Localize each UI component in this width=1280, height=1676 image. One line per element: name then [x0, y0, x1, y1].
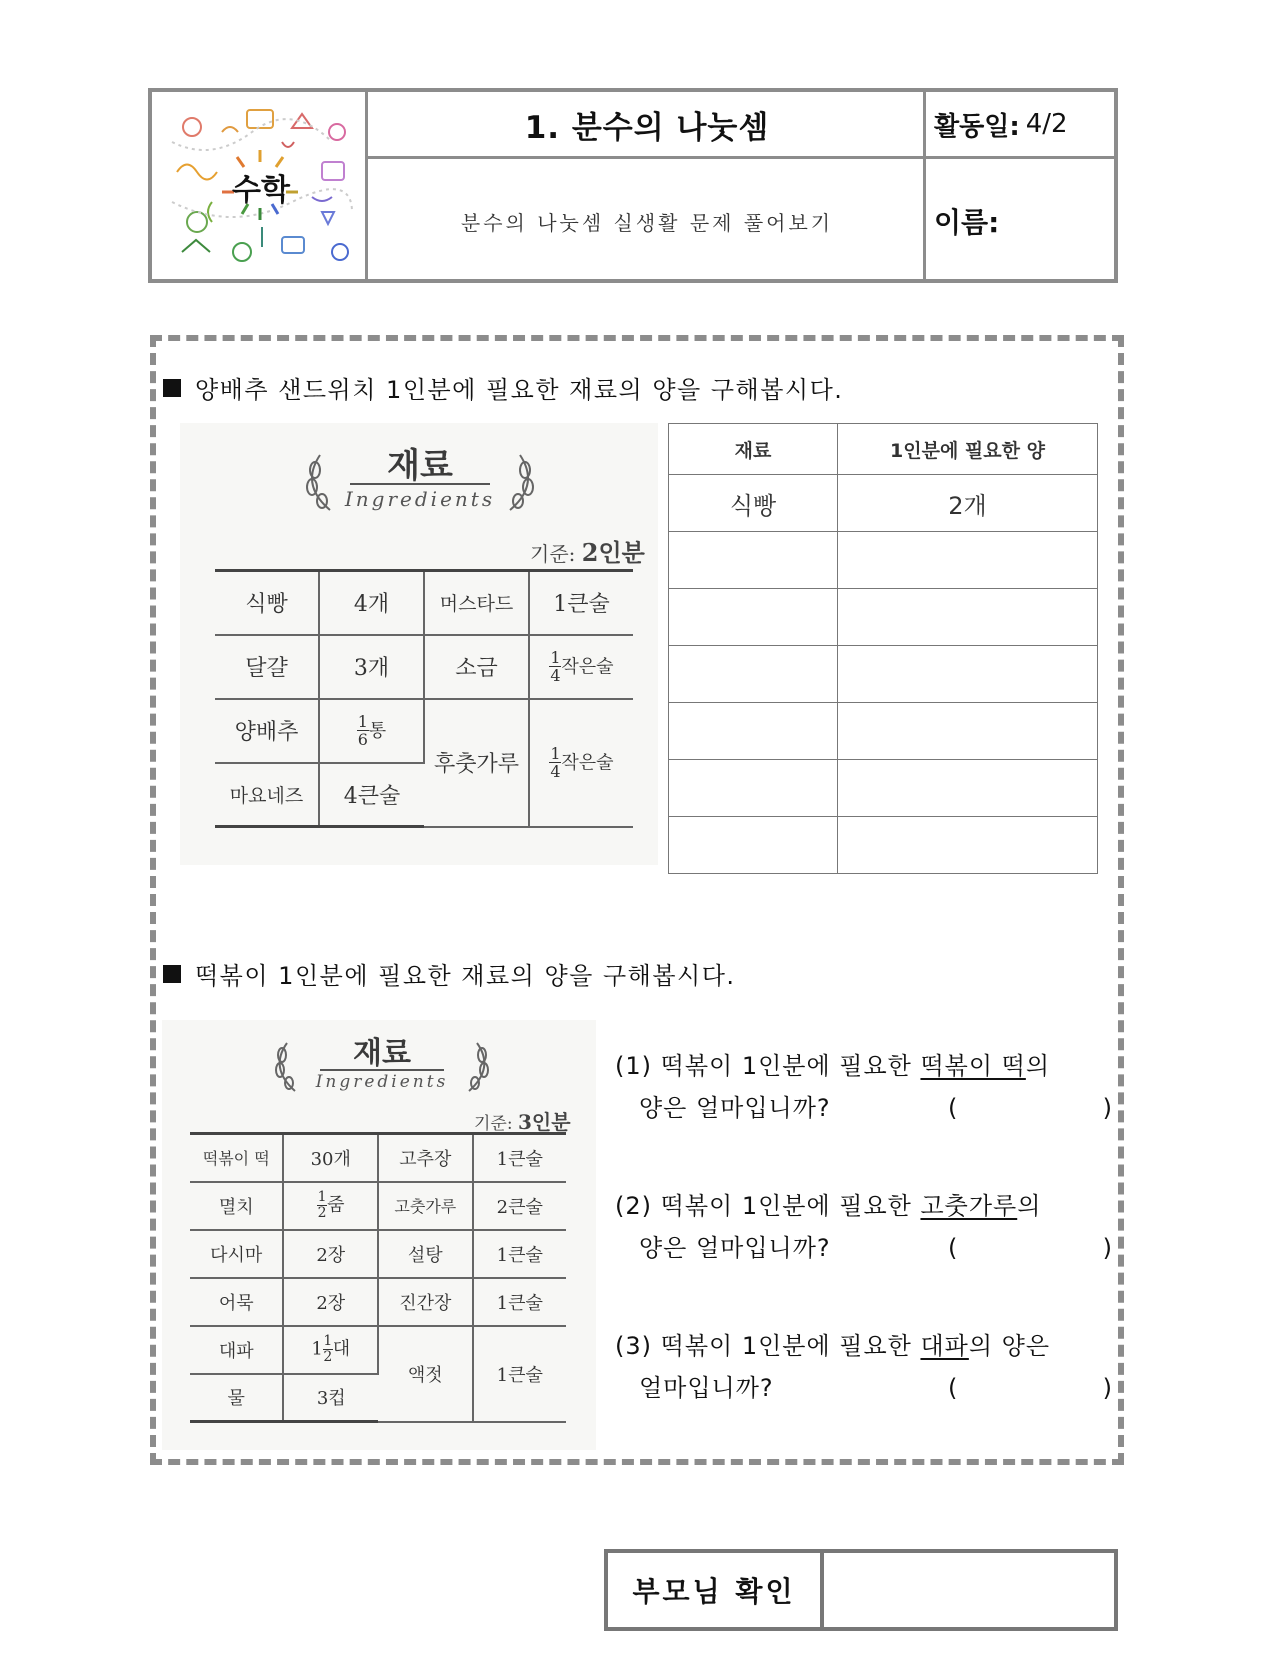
basis-value: 3인분 [517, 1110, 571, 1134]
table-row [190, 1182, 566, 1230]
answer-cell[interactable]: 2개 [838, 475, 1098, 532]
ing-cell: 30개 [283, 1134, 378, 1182]
question-target: 대파 [920, 1332, 969, 1360]
question-2 [163, 956, 736, 991]
answer-cell[interactable] [838, 817, 1098, 874]
question-text: 의 [1017, 1192, 1042, 1220]
answer-cell[interactable] [669, 760, 838, 817]
ing-cell: 2장 [283, 1230, 378, 1278]
date-label: 활동일: [934, 111, 1020, 142]
activity-date [934, 92, 1114, 156]
denominator: 2 [323, 1349, 333, 1365]
table-row [669, 646, 1098, 703]
numerator: 1 [550, 648, 561, 667]
paren-open: ( [948, 1094, 959, 1122]
question-1 [163, 370, 843, 405]
question-text: 떡볶이 1인분에 필요한 [660, 1192, 912, 1220]
logo-text: 수학 [232, 173, 290, 208]
ing-cell: 양배추 [215, 699, 319, 763]
ing-cell: 마요네즈 [215, 763, 319, 827]
ing-cell: 4개 [319, 571, 424, 635]
answer-cell[interactable] [838, 703, 1098, 760]
table-row [190, 1326, 566, 1374]
answer-cell[interactable]: 식빵 [669, 475, 838, 532]
table-row [669, 532, 1098, 589]
table-row [215, 635, 633, 699]
ing-cell: 액젓 [378, 1326, 472, 1422]
answer-cell[interactable] [669, 817, 838, 874]
numerator: 1 [317, 1189, 327, 1205]
answer-cell[interactable] [838, 760, 1098, 817]
paren-close: ) [1102, 1234, 1113, 1262]
ing-cell: 2장 [283, 1278, 378, 1326]
ing-cell: 달걀 [215, 635, 319, 699]
paren-close: ) [1102, 1374, 1113, 1402]
unit: 작은술 [561, 656, 614, 678]
paren-open: ( [948, 1374, 959, 1402]
ing-cell: 식빵 [215, 571, 319, 635]
ing-cell: 3컵 [283, 1374, 378, 1422]
denominator: 4 [550, 666, 561, 685]
title-underline [320, 1069, 444, 1071]
question-2-text: 떡볶이 1인분에 필요한 재료의 양을 구해봅시다. [195, 962, 736, 990]
table-row [669, 703, 1098, 760]
question-target: 떡볶이 떡 [920, 1052, 1026, 1080]
ing-cell-fraction [529, 699, 633, 827]
question-text: 양은 얼마입니까? [639, 1094, 831, 1122]
table-row [669, 475, 1098, 532]
denominator: 2 [317, 1205, 327, 1221]
denominator: 6 [357, 730, 368, 749]
answer-cell[interactable] [838, 532, 1098, 589]
ing-cell: 4큰술 [319, 763, 424, 827]
basis [474, 1106, 571, 1135]
page-title: 1. 분수의 나눗셈 [524, 109, 770, 146]
numerator: 1 [323, 1333, 333, 1349]
ing-cell: 고추장 [378, 1134, 472, 1182]
ing-cell: 설탕 [378, 1230, 472, 1278]
paren-close: ) [1102, 1094, 1113, 1122]
numerator: 1 [550, 744, 561, 763]
ing-cell-fraction [319, 699, 424, 763]
unit: 대 [332, 1338, 351, 1360]
table-row [669, 589, 1098, 646]
title-underline [350, 483, 490, 485]
parent-check-label: 부모님 확인 [608, 1553, 824, 1627]
divider [923, 92, 926, 279]
table-row [669, 760, 1098, 817]
question-number: (1) [615, 1052, 652, 1080]
answer-cell[interactable] [669, 703, 838, 760]
sub-question-2 [615, 1185, 1115, 1269]
ing-cell-fraction [283, 1326, 378, 1374]
ing-cell: 멸치 [190, 1182, 283, 1230]
ing-cell: 1큰술 [473, 1230, 566, 1278]
ing-cell: 머스타드 [424, 571, 529, 635]
ingredient-table [190, 1132, 566, 1423]
ing-cell: 3개 [319, 635, 424, 699]
table-row [190, 1134, 566, 1182]
question-number: (2) [615, 1192, 652, 1220]
answer-blank[interactable] [948, 1227, 1113, 1269]
name-field[interactable]: 이름: [934, 206, 1000, 239]
question-1-text: 양배추 샌드위치 1인분에 필요한 재료의 양을 구해봅시다. [195, 376, 844, 404]
bullet-square-icon [163, 379, 181, 397]
ing-cell-fraction [283, 1182, 378, 1230]
ingredient-image-sandwich [180, 423, 658, 865]
question-text: 의 양은 [968, 1332, 1051, 1360]
ing-cell: 고춧가루 [378, 1182, 472, 1230]
parent-check-box [604, 1549, 1118, 1631]
paren-open: ( [948, 1234, 959, 1262]
unit: 줌 [327, 1194, 345, 1216]
unit: 작은술 [561, 752, 614, 774]
ing-cell: 후춧가루 [424, 699, 529, 827]
question-number: (3) [615, 1332, 652, 1360]
ingredient-image-tteokbokki [162, 1020, 596, 1450]
ing-cell: 물 [190, 1374, 283, 1422]
ing-cell: 1큰술 [529, 571, 633, 635]
table-row [190, 1230, 566, 1278]
ing-cell: 어묵 [190, 1278, 283, 1326]
column-header: 1인분에 필요한 양 [838, 424, 1098, 475]
ing-cell: 떡볶이 떡 [190, 1134, 283, 1182]
question-target: 고춧가루 [920, 1192, 1018, 1220]
unit: 통 [368, 720, 387, 742]
divider [365, 92, 368, 279]
answer-blank[interactable] [948, 1087, 1113, 1129]
ing-cell: 1큰술 [473, 1278, 566, 1326]
table-row [215, 699, 633, 763]
question-text: 의 [1025, 1052, 1051, 1080]
basis [530, 533, 645, 568]
ingredient-subtitle: Ingredients [344, 487, 496, 511]
answer-cell[interactable] [669, 589, 838, 646]
answer-blank[interactable] [948, 1367, 1113, 1409]
ing-cell: 1큰술 [473, 1134, 566, 1182]
numerator: 1 [357, 712, 368, 731]
table-row [669, 817, 1098, 874]
column-header: 재료 [669, 424, 838, 475]
basis-label: 기준: [530, 542, 576, 566]
ing-cell: 2큰술 [473, 1182, 566, 1230]
answer-table [668, 423, 1098, 874]
ing-cell: 대파 [190, 1326, 283, 1374]
question-text: 떡볶이 1인분에 필요한 [660, 1332, 912, 1360]
ingredient-title: 재료 [387, 446, 453, 486]
sub-question-3 [615, 1325, 1115, 1409]
ingredient-table [215, 569, 633, 828]
parent-signature-field[interactable] [824, 1553, 1114, 1627]
table-row [215, 571, 633, 635]
sub-question-1 [615, 1045, 1115, 1129]
whole-number: 1 [311, 1338, 323, 1360]
ing-cell: 다시마 [190, 1230, 283, 1278]
ingredient-title: 재료 [353, 1036, 411, 1071]
table-row [190, 1278, 566, 1326]
question-text: 얼마입니까? [639, 1374, 774, 1402]
page-subtitle: 분수의 나눗셈 실생활 문제 풀어보기 [460, 210, 834, 235]
basis-label: 기준: [474, 1114, 513, 1134]
denominator: 4 [550, 762, 561, 781]
answer-cell[interactable] [838, 646, 1098, 703]
basis-value: 2인분 [581, 538, 645, 567]
answer-cell[interactable] [838, 589, 1098, 646]
question-text: 떡볶이 1인분에 필요한 [660, 1052, 912, 1080]
ingredient-subtitle: Ingredients [315, 1072, 449, 1092]
answer-cell[interactable] [669, 646, 838, 703]
bullet-square-icon [163, 965, 181, 983]
header-box [148, 88, 1118, 283]
date-value: 4/2 [1025, 109, 1068, 139]
ing-cell: 진간장 [378, 1278, 472, 1326]
ing-cell: 1큰술 [473, 1326, 566, 1422]
question-text: 양은 얼마입니까? [639, 1234, 831, 1262]
table-header-row [669, 424, 1098, 475]
answer-cell[interactable] [669, 532, 838, 589]
ing-cell-fraction [529, 635, 633, 699]
ing-cell: 소금 [424, 635, 529, 699]
